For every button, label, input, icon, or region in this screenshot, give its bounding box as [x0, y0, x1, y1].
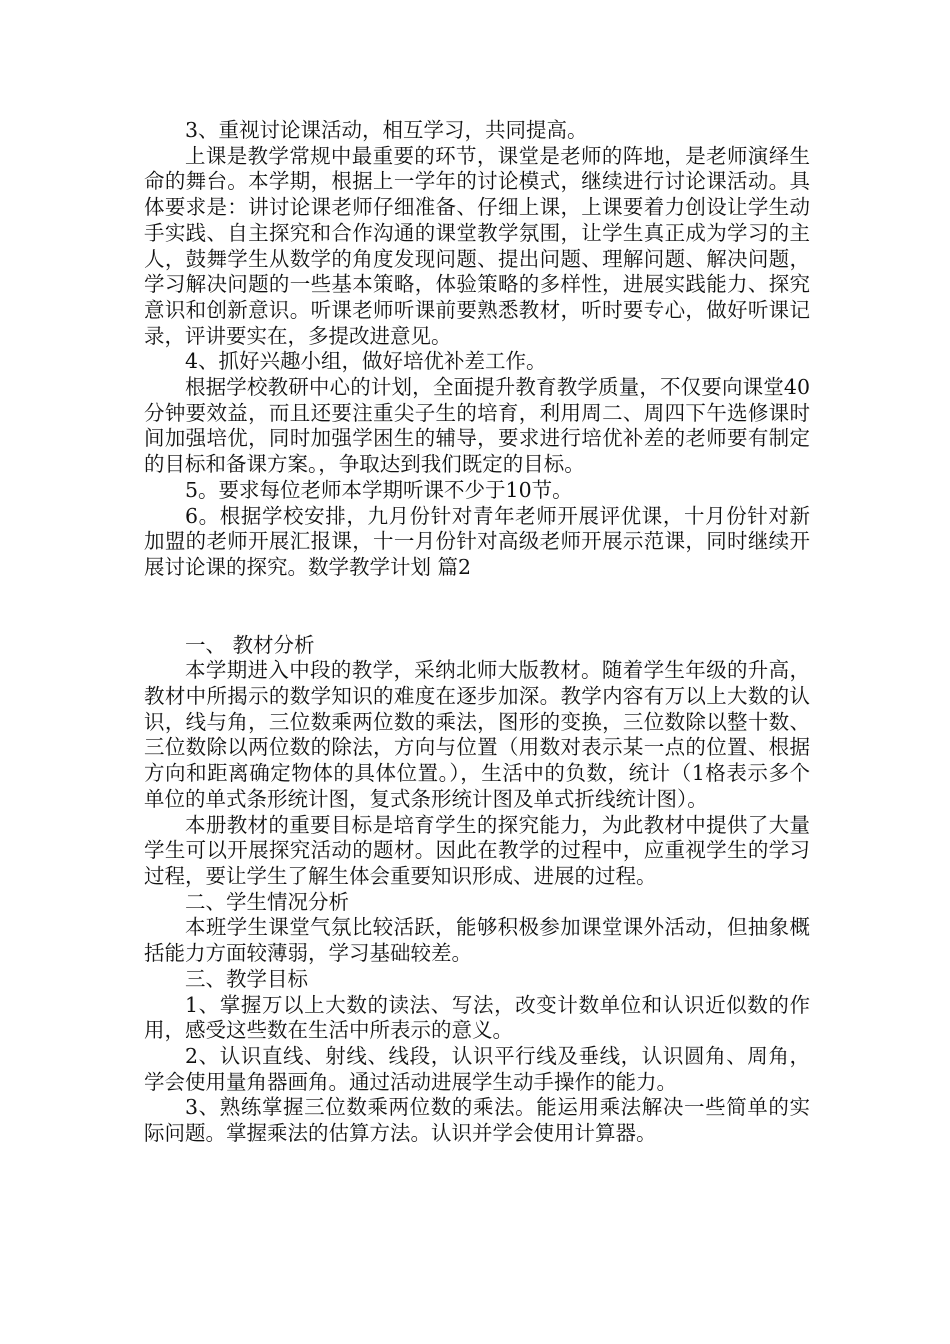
goal-2-paragraph: 2、认识直线、射线、线段，认识平行线及垂线，认识圆角、周角，学会使用量角器画角。通过活动进展学生动手操作的能力。: [144, 1043, 810, 1094]
textbook-goal-paragraph: 本册教材的重要目标是培育学生的探究能力，为此教材中提供了大量学生可以开展探究活动的题材。因此在教学的过程中，应重视学生的学习过程，要让学生了解生体会重要知识形成、进展的过程。: [144, 812, 810, 888]
textbook-content-paragraph: 本学期进入中段的教学，采纳北师大版教材。随着学生年级的升高，教材中所揭示的数学知识的难度在逐步加深。教学内容有万以上大数的认识，线与角，三位数乘两位数的乘法，图形的变换，三位数除以整十数、三位数除以两位数的除法，方向与位置（用数对表示某一点的位置、根据方向和距离确定物体的具体位置。），生活中的负数，统计（1格表示多个单位的单式条形统计图，复式条形统计图及单式折线统计图）。: [144, 658, 810, 811]
item-4-heading: 4、抓好兴趣小组，做好培优补差工作。: [185, 349, 547, 374]
textbook-analysis-heading: 一、 教材分析: [185, 632, 315, 657]
student-analysis-heading: 二、学生情况分析: [185, 889, 349, 914]
goal-3-paragraph: 3、熟练掌握三位数乘两位数的乘法。能运用乘法解决一些简单的实际问题。掌握乘法的估算方法。认识并学会使用计算器。: [144, 1095, 810, 1146]
section-spacer: [144, 581, 810, 633]
item-5-paragraph: 5。要求每位老师本学期听课不少于10节。: [185, 477, 573, 502]
document-page: [144, 118, 810, 1147]
goal-1-paragraph: 1、掌握万以上大数的读法、写法，改变计数单位和认识近似数的作用，感受这些数在生活中所表示的意义。: [144, 992, 810, 1043]
discussion-class-paragraph: 上课是教学常规中最重要的环节，课堂是老师的阵地，是老师演绎生命的舞台。本学期，根据上一学年的讨论模式，继续进行讨论课活动。具体要求是：讲讨论课老师仔细准备、仔细上课，上课要着力创设让学生动手实践、自主探究和合作沟通的课堂教学氛围，让学生真正成为学习的主人，鼓舞学生从数学的角度发现问题、提出问题、理解问题、解决问题，学习解决问题的一些基本策略，体验策略的多样性，进展实践能力、探究意识和创新意识。听课老师听课前要熟悉教材，听时要专心，做好听课记录，评讲要实在，多提改进意见。: [144, 143, 810, 348]
item-3-heading: 3、重视讨论课活动，相互学习，共同提高。: [185, 118, 588, 142]
teaching-goals-heading: 三、教学目标: [185, 966, 308, 991]
item-6-paragraph: 6。根据学校安排，九月份针对青年老师开展评优课，十月份针对新加盟的老师开展汇报课，十一月份针对高级老师开展示范课，同时继续开展讨论课的探究。数学教学计划 篇2: [144, 503, 810, 579]
student-analysis-paragraph: 本班学生课堂气氛比较活跃，能够积极参加课堂课外活动，但抽象概括能力方面较薄弱，学习基础较差。: [144, 915, 810, 966]
tutoring-paragraph: 根据学校教研中心的计划，全面提升教育教学质量，不仅要向课堂40分钟要效益，而且还要注重尖子生的培育，利用周二、周四下午选修课时间加强培优，同时加强学困生的辅导，要求进行培优补差的老师要有制定的目标和备课方案。，争取达到我们既定的目标。: [144, 375, 810, 477]
